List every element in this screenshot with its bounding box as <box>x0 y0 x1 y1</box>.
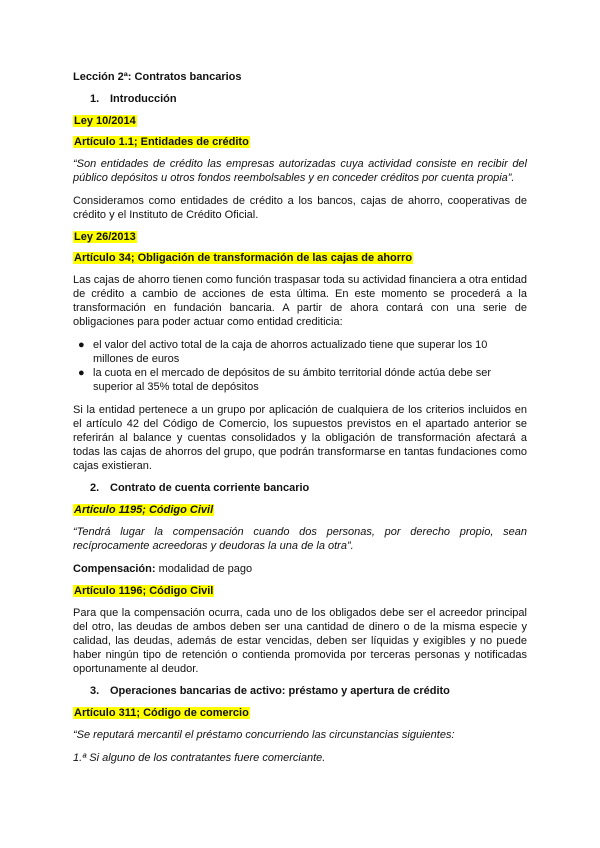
quote-entidades-credito: “Son entidades de crédito las empresas autorizadas cuya actividad consiste en recibir del público depósitos u otros fondos reembolsables y en conceder créditos por cuenta propia”. <box>73 158 527 184</box>
article-heading-1196: Artículo 1196; Código Civil <box>74 585 214 597</box>
quote-prestamo: “Se reputará mercantil el préstamo concurriendo las circunstancias siguientes: <box>73 729 455 741</box>
section-heading-activo <box>73 685 527 697</box>
definition-text: modalidad de pago <box>155 563 253 575</box>
law-heading-10-2014: Ley 10/2014 <box>74 115 136 127</box>
definition-compensacion <box>73 562 527 576</box>
definition-term: Compensación: <box>73 563 156 575</box>
list-item-text: la cuota en el mercado de depósitos de su ámbito territorial dónde actúa debe ser superior al 35% total de depósitos <box>93 367 492 393</box>
bullet-icon: ● <box>78 367 85 379</box>
paragraph-cajas-ahorro: Las cajas de ahorro tienen como función traspasar toda su actividad financiera a otra entidad de crédito a cambio de acciones de esta última. En este momento se procederá a la transformación en fundación bancaria. A partir de ahora contará con una serie de obligaciones para poder actuar como entidad crediticia: <box>73 274 527 328</box>
section-heading-intro <box>73 93 527 105</box>
section-label: Operaciones bancarias de activo: préstamo y apertura de crédito <box>110 685 450 697</box>
lesson-title: Lección 2ª: Contratos bancarios <box>73 71 242 83</box>
quote-comerciante: 1.ª Si alguno de los contratantes fuere comerciante. <box>73 752 326 764</box>
quote-compensacion: “Tendrá lugar la compensación cuando dos personas, por derecho propio, sean recíprocamente acreedoras y deudoras la una de la otra”. <box>73 526 527 552</box>
list-item <box>73 338 527 366</box>
section-number: 1. <box>90 93 100 105</box>
law-heading-26-2013: Ley 26/2013 <box>74 231 136 243</box>
obligations-list <box>73 338 527 394</box>
paragraph-compensacion: Para que la compensación ocurra, cada uno de los obligados debe ser el acreedor principal del otro, las deudas de ambos deben ser una cantidad de dinero o de la misma especie y calidad, las deudas, además de estar vencidas, deben ser líquidas y exigibles y no puede haber ningún tipo de retención o contienda promovida por terceras personas y notificadas oportunamente al deudor. <box>73 607 527 675</box>
section-label: Contrato de cuenta corriente bancario <box>110 482 310 494</box>
document-content <box>73 71 527 774</box>
section-number: 2. <box>90 482 100 494</box>
section-number: 3. <box>90 685 100 697</box>
article-heading-1-1: Artículo 1.1; Entidades de crédito <box>74 136 249 148</box>
paragraph-entidades: Consideramos como entidades de crédito a los bancos, cajas de ahorro, cooperativas de crédito y el Instituto de Crédito Oficial. <box>73 195 527 221</box>
bullet-icon: ● <box>78 339 85 351</box>
section-label: Introducción <box>110 93 177 105</box>
paragraph-grupo: Si la entidad pertenece a un grupo por aplicación de cualquiera de los criterios incluidos en el artículo 42 del Código de Comercio, los supuestos previstos en el apartado anterior se referirán al balance y cuentas consolidados y la obligación de transformación afectará a todas las cajas de ahorros del grupo, que podrán transformarse en tantas fundaciones como cajas existieran. <box>73 404 527 472</box>
list-item-text: el valor del activo total de la caja de ahorros actualizado tiene que superar los 10 millones de euros <box>93 339 488 365</box>
article-heading-1195: Artículo 1195; Código Civil <box>74 504 214 516</box>
section-heading-cuenta <box>73 482 527 494</box>
article-heading-311: Artículo 311; Código de comercio <box>74 707 249 719</box>
article-heading-34: Artículo 34; Obligación de transformación de las cajas de ahorro <box>74 252 413 264</box>
list-item <box>73 366 527 394</box>
